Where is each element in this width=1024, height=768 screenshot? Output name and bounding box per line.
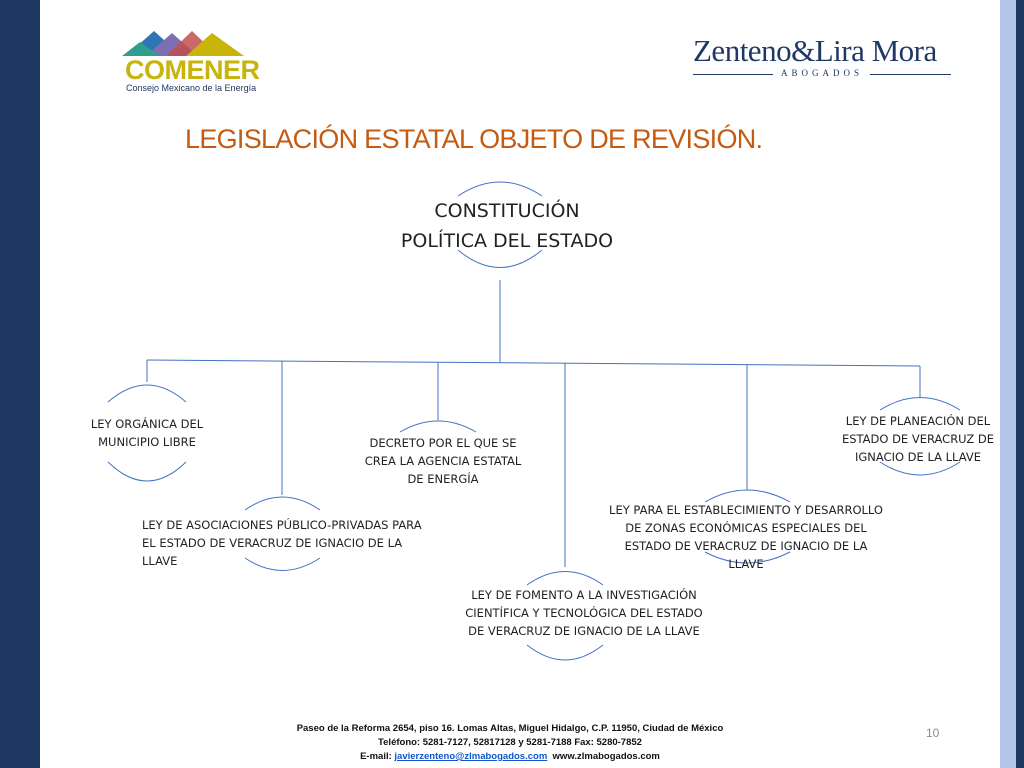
footer-contact	[250, 722, 770, 764]
root-node-line1: CONSTITUCIÓN	[434, 200, 580, 222]
node-ley-asociaciones	[142, 516, 452, 570]
node-line: LLAVE	[142, 554, 178, 568]
node-line: IGNACIO DE LA LLAVE	[854, 450, 981, 464]
footer-website: www.zlmabogados.com	[552, 751, 660, 762]
node-line: LLAVE	[728, 557, 764, 571]
node-line: LEY ORGÁNICA DEL	[90, 417, 204, 431]
footer-address: Paseo de la Reforma 2654, piso 16. Lomas Altas, Miguel Hidalgo, C.P. 11950, Ciudad de México	[296, 723, 724, 734]
municipio-arc-bottom	[108, 462, 186, 481]
fomento-arc-bottom	[527, 645, 603, 660]
node-ley-fomento	[448, 586, 720, 640]
page-number: 10	[926, 726, 940, 740]
footer-email-prefix: E-mail:	[360, 751, 395, 762]
node-line: LEY DE ASOCIACIONES PÚBLICO-PRIVADAS PARA	[142, 518, 422, 532]
root-node-constitucion	[380, 196, 634, 256]
root-node-line2: POLÍTICA DEL ESTADO	[400, 230, 614, 252]
node-line: LEY PARA EL ESTABLECIMIENTO Y DESARROLLO	[609, 503, 883, 517]
zlm-logo-ampersand: &	[791, 33, 815, 68]
node-ley-organica-municipio	[67, 415, 227, 451]
node-line: DECRETO POR EL QUE SE	[369, 436, 517, 450]
node-line: ESTADO DE VERACRUZ DE IGNACIO DE LA	[624, 539, 868, 553]
node-line: LEY DE FOMENTO A LA INVESTIGACIÓN	[471, 588, 697, 602]
footer-email-line	[250, 750, 770, 764]
node-line: ESTADO DE VERACRUZ DE	[841, 432, 995, 446]
node-line: CIENTÍFICA Y TECNOLÓGICA DEL ESTADO	[465, 606, 703, 620]
fomento-arc-top	[527, 572, 603, 586]
node-decreto-agencia	[348, 434, 538, 488]
bus-line	[147, 360, 920, 366]
node-line: CREA LA AGENCIA ESTATAL	[364, 454, 522, 468]
node-line: DE ZONAS ECONÓMICAS ESPECIALES DEL	[625, 521, 867, 535]
node-line: MUNICIPIO LIBRE	[98, 435, 196, 449]
slide-title: LEGISLACIÓN ESTATAL OBJETO DE REVISIÓN.	[185, 124, 763, 154]
municipio-arc-top	[108, 385, 186, 402]
zlm-logo-name-part2: Lira Mora	[814, 33, 937, 68]
comener-logo-name: COMENER	[125, 55, 260, 85]
footer-phone: Teléfono: 5281-7127, 52817128 y 5281-7188 Fax: 5280-7852	[378, 737, 642, 748]
node-line: DE ENERGÍA	[407, 472, 479, 486]
footer-email-link[interactable]: javierzenteno@zlmabogados.com	[394, 751, 548, 762]
node-line: EL ESTADO DE VERACRUZ DE IGNACIO DE LA	[142, 536, 403, 550]
comener-logo-subtitle: Consejo Mexicano de la Energía	[126, 83, 257, 93]
node-line: LEY DE PLANEACIÓN DEL	[845, 414, 991, 428]
agencia-arc-top	[400, 421, 476, 432]
root-arc-top	[458, 182, 542, 196]
planeacion-arc-top	[880, 398, 960, 411]
zlm-logo-name-part1: Zenteno	[693, 33, 792, 68]
node-ley-zonas-economicas	[600, 501, 892, 573]
asociaciones-arc-top	[245, 497, 320, 510]
node-ley-planeacion	[836, 412, 1000, 466]
zlm-logo-subtitle: ABOGADOS	[780, 68, 863, 78]
node-line: DE VERACRUZ DE IGNACIO DE LA LLAVE	[468, 624, 700, 638]
